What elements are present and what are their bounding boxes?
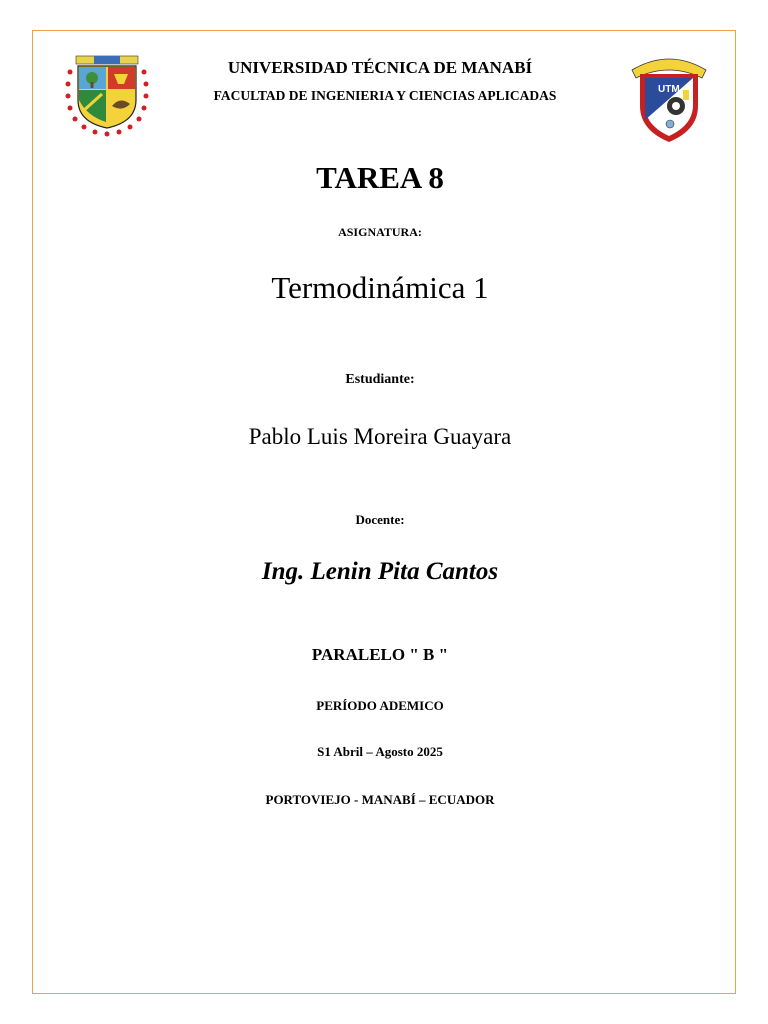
location: PORTOVIEJO - MANABÍ – ECUADOR [265,792,495,807]
university-name: UNIVERSIDAD TÉCNICA DE MANABÍ [227,58,533,77]
coat-of-arms-icon [62,52,152,138]
faculty-name: FACULTAD DE INGENIERIA Y CIENCIAS APLICADAS [213,88,557,103]
utm-shield-icon [628,50,710,146]
utm-text: UTM [658,84,680,95]
period-dates: S1 Abril – Agosto 2025 [317,744,443,759]
subject-label: ASIGNATURA: [338,225,422,239]
teacher-label: Docente: [355,512,405,527]
section-label: PARALELO " B " [311,645,449,664]
student-name: Pablo Luis Moreira Guayara [248,424,512,449]
subject-name: Termodinámica 1 [271,270,489,305]
assignment-title: TAREA 8 [316,160,444,195]
period-label: PERÍODO ADEMICO [316,698,444,713]
teacher-name: Ing. Lenin Pita Cantos [261,558,499,585]
student-label: Estudiante: [345,372,415,387]
